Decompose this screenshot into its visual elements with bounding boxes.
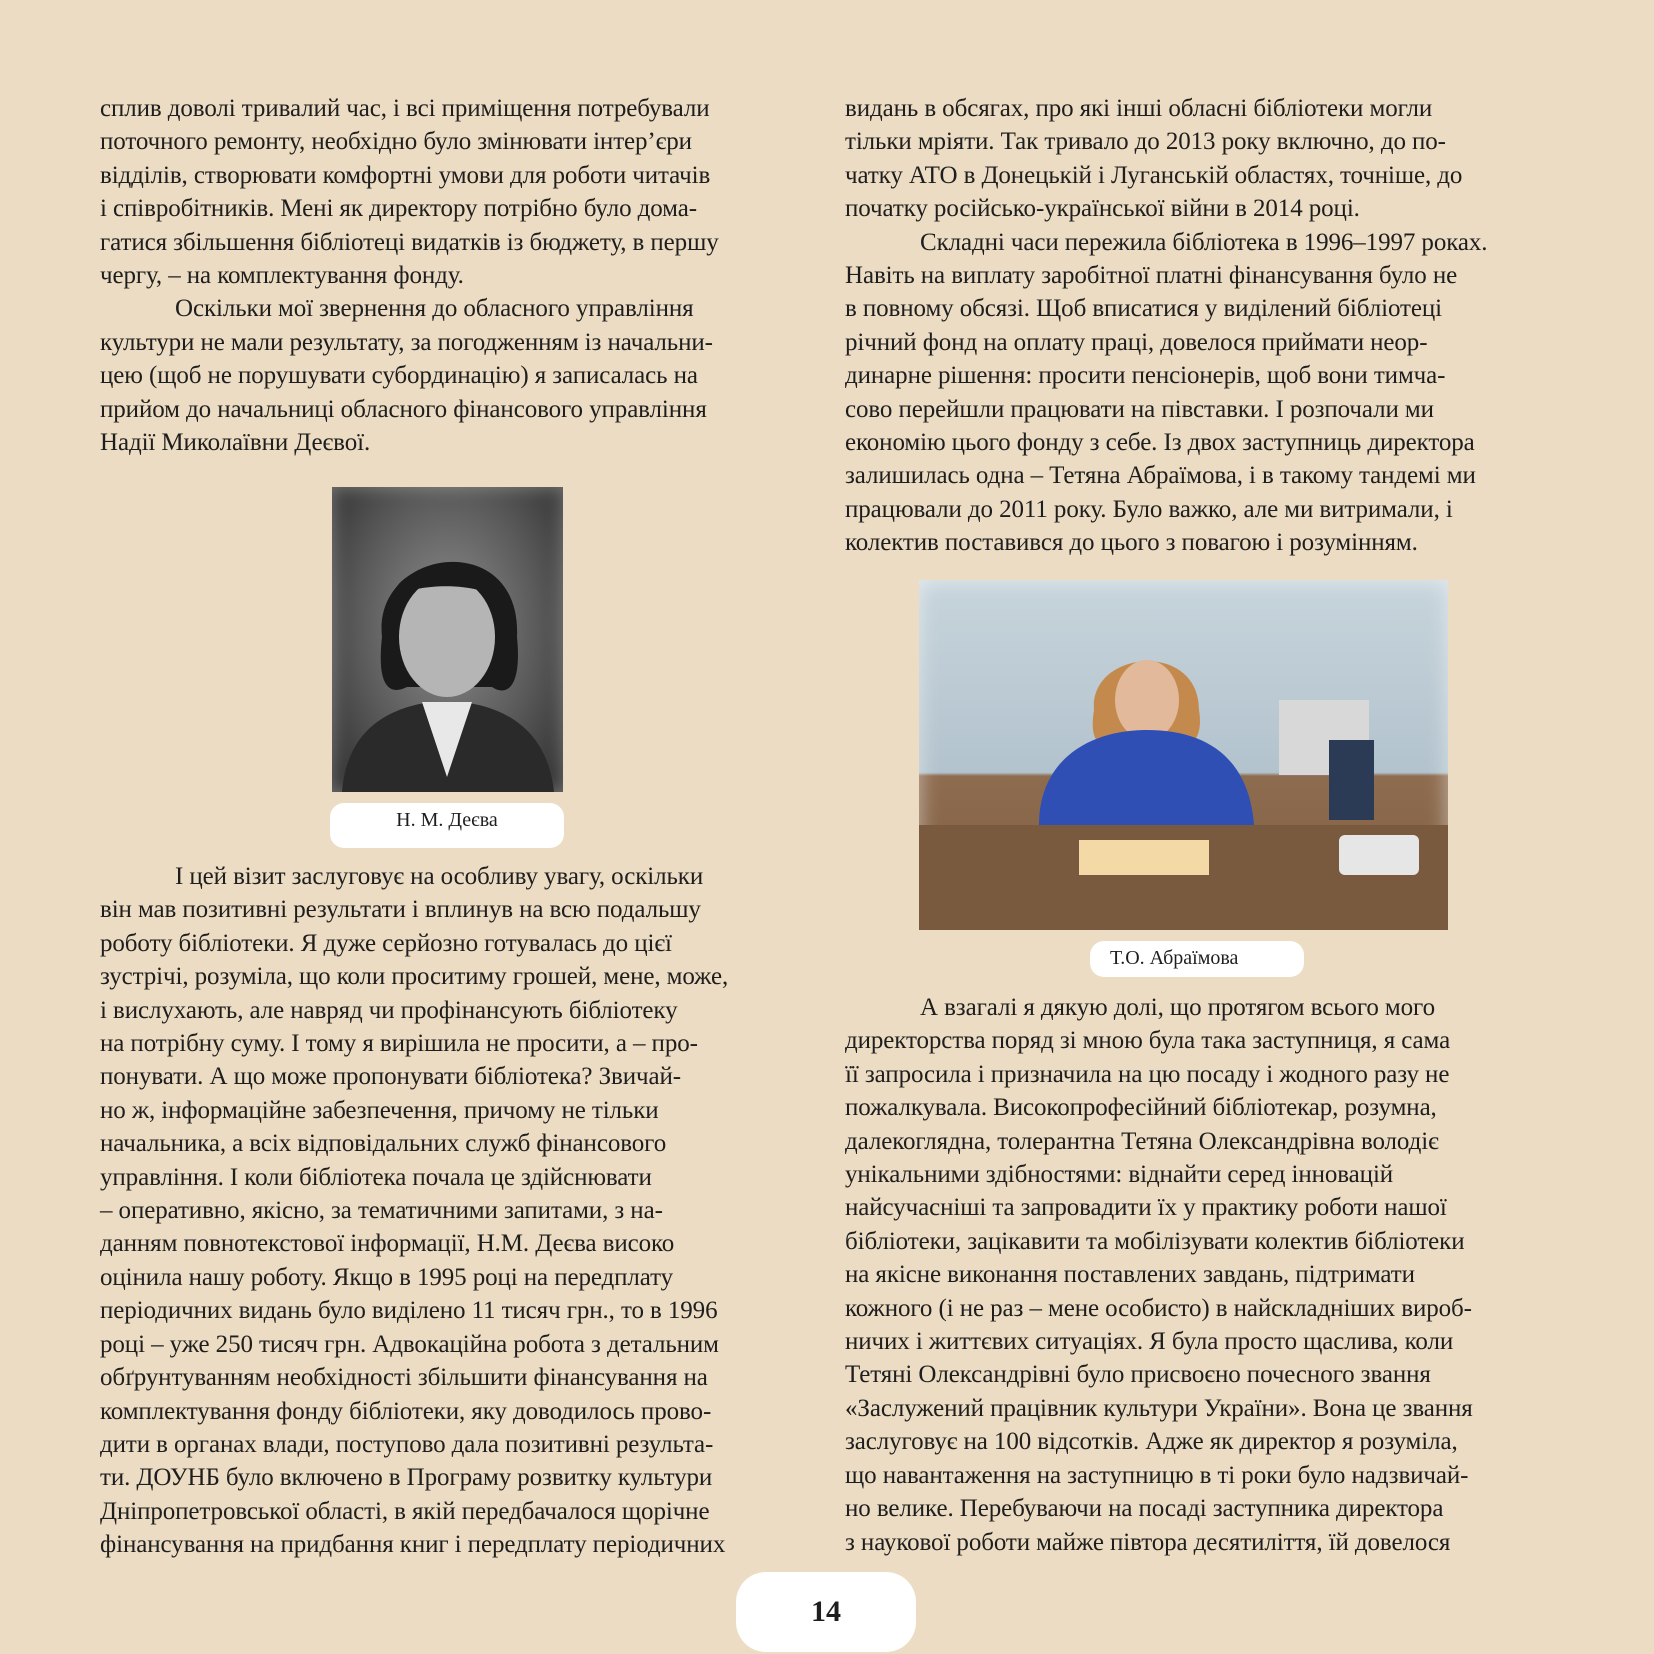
paragraph: видань в обсягах, про які інші обласні бібліотеки могли тільки мріяти. Так тривало до 2013 року включно, до по- чатку АТО в Донецькій і Луганській областях, точніше, до початку російсько-української війни в 2014 році.	[845, 95, 1463, 223]
photo-caption: Т.О. Абраїмова	[1090, 941, 1304, 977]
paragraph: А взагалі я дякую долі, що протягом всього мого директорства поряд зі мною була така заступниця, я сама її запросила і призначила на цю посаду і жодного разу не пожалкувала. Високопрофесійний бібліотекар, розумна, далекоглядна, толерантна Тетяна Олександрівна володіє унікальними здібностями: віднайти серед інновацій найсучасніші та запровадити їх у практику роботи нашої бібліотеки, зацікавити та мобілізувати колектив бібліотеки на якісне виконання поставлених завдань, підтримати кожного (і не раз – мене особисто) в найскладніших вироб- ничих і життєвих ситуаціях. Я була просто щаслива, коли Тетяні Олександрівні було присвоєно почесного звання «Заслужений працівник культури України». Вона це звання заслуговує на 100 відсотків. Адже як директор я розуміла, що навантаження на заступницю в ті роки було надзвичай- но велике. Перебуваючи на посаді заступника директора з наукової роботи майже півтора десятиліття, їй довелося	[845, 994, 1473, 1556]
paragraph: Складні часи пережила бібліотека в 1996–1997 роках. Навіть на виплату заробітної платні фінансування було не в повному обсязі. Щоб вписатися у виділений бібліотеці річний фонд на оплату праці, довелося приймати неор- динарне рішення: просити пенсіонерів, щоб вони тимча- сово перейшли працювати на півставки. І розпочали ми економію цього фонду з себе. Із двох заступниць директора залишилась одна – Тетяна Абраїмова, і в такому тандемі ми працювали до 2011 року. Було важко, але ми витримали, і колектив поставився до цього з повагою і розумінням.	[845, 228, 1488, 557]
page-number: 14	[736, 1572, 916, 1652]
portrait-photo-deeva	[332, 487, 563, 792]
left-column-top-text	[100, 92, 810, 459]
photo-caption: Н. М. Деєва	[330, 803, 564, 848]
right-column-top-text	[845, 92, 1555, 560]
office-photo-abraimova	[919, 580, 1448, 930]
office-illustration	[919, 580, 1448, 930]
right-column-bottom-text	[845, 991, 1555, 1559]
portrait-illustration	[332, 487, 563, 792]
paragraph: Оскільки мої звернення до обласного управління культури не мали результату, за погодженням із начальни- цею (щоб не порушувати субординацію) я записалась на прийом до начальниці обласного фінансового управління Надії Миколаївни Деєвої.	[100, 295, 713, 457]
paragraph: сплив доволі тривалий час, і всі приміщення потребували поточного ремонту, необхідно було змінювати інтер’єри відділів, створювати комфортні умови для роботи читачів і співробітників. Мені як директору потрібно було дома- гатися збільшення бібліотеці видатків із бюджету, в першу чергу, – на комплектування фонду.	[100, 95, 719, 290]
paragraph: І цей візит заслуговує на особливу увагу, оскільки він мав позитивні результати і вплинув на всю подальшу роботу бібліотеки. Я дуже серйозно готувалась до цієї зустрічі, розуміла, що коли проситиму грошей, мене, може, і вислухають, але навряд чи профінансують бібліотеку на потрібну суму. І тому я вирішила не просити, а – про- понувати. А що може пропонувати бібліотека? Звичай- но ж, інформаційне забезпечення, причому не тільки начальника, а всіх відповідальних служб фінансового управління. І коли бібліотека почала це здійснювати – оперативно, якісно, за тематичними запитами, з на- данням повнотекстової інформації, Н.М. Деєва високо оцінила нашу роботу. Якщо в 1995 році на передплату періодичних видань було виділено 11 тисяч грн., то в 1996 році – уже 250 тисяч грн. Адвокаційна робота з детальним обґрунтуванням необхідності збільшити фінансування на комплектування фонду бібліотеки, яку доводилось прово- дити в органах влади, поступово дала позитивні результа- ти. ДОУНБ було включено в Програму розвитку культури Дніпропетровської області, в якій передбачалося щорічне фінансування на придбання книг і передплату періодичних	[100, 863, 729, 1559]
left-column-bottom-text	[100, 860, 810, 1562]
